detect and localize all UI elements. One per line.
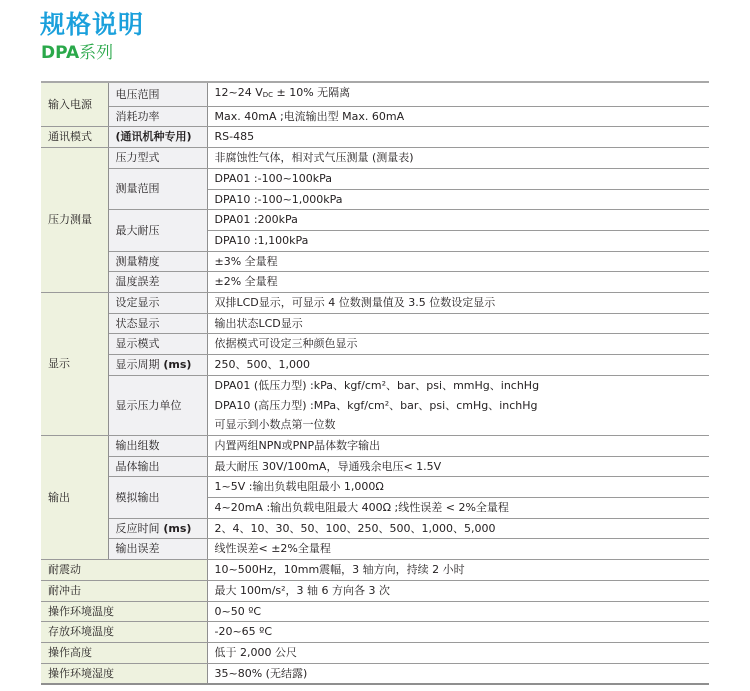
label-altitude: 操作高度: [41, 642, 207, 663]
table-row: [41, 313, 709, 334]
label-comm: (通讯机种专用): [108, 127, 207, 148]
value-vibration: 10~500Hz，10mm震幅，3 轴方向，持续 2 小时: [207, 560, 709, 581]
value-accuracy: ±3% 全量程: [207, 251, 709, 272]
table-row: [41, 375, 709, 435]
response-text: 反应时间: [115, 521, 160, 535]
value-range-dpa10: DPA10 :-100~1,000kPa: [207, 189, 709, 210]
voltage-dc: DC: [262, 91, 274, 99]
table-row: [41, 518, 709, 539]
label-analog: 模拟输出: [108, 477, 207, 518]
page-title: 规格说明: [40, 10, 145, 39]
value-output-groups: 内置两组NPN或PNP晶体数字输出: [207, 435, 709, 456]
response-unit: (ms): [159, 521, 192, 535]
value-storage-temp: -20~65 ºC: [207, 622, 709, 643]
label-display-mode: 显示模式: [108, 334, 207, 355]
value-max-dpa10: DPA10 :1,100kPa: [207, 230, 709, 251]
group-output: 输出: [41, 435, 108, 559]
value-display-units: [207, 375, 709, 435]
table-row: [41, 127, 709, 148]
value-humidity: 35~80% (无结露): [207, 663, 709, 684]
value-voltage: [207, 82, 709, 106]
value-display-mode: 依据模式可设定三种颜色显示: [207, 334, 709, 355]
display-period-unit: (ms): [159, 358, 192, 372]
label-max-pressure: 最大耐压: [108, 210, 207, 251]
table-row: [41, 168, 709, 189]
table-row: [41, 477, 709, 498]
value-comm: RS-485: [207, 127, 709, 148]
value-pressure-type: 非腐蚀性气体，相对式气压测量 (测量表): [207, 148, 709, 169]
group-power: 输入电源: [41, 82, 108, 127]
label-humidity: 操作环境湿度: [41, 663, 207, 684]
voltage-range: 12~24 V: [214, 86, 263, 99]
value-analog-voltage: 1~5V :输出负载电阻最小 1,000Ω: [207, 477, 709, 498]
display-units-dpa01: DPA01 (低压力型) :kPa、kgf/cm²、bar、psi、mmHg、inchHg: [214, 378, 540, 392]
table-row: [41, 82, 709, 106]
label-range: 测量范围: [108, 168, 207, 209]
label-display-units: 显示压力单位: [108, 375, 207, 435]
table-row: [41, 293, 709, 314]
table-row: [41, 251, 709, 272]
table-row: [41, 210, 709, 231]
table-row: [41, 601, 709, 622]
spec-table: [41, 81, 709, 685]
value-operating-temp: 0~50 ºC: [207, 601, 709, 622]
value-max-dpa01: DPA01 :200kPa: [207, 210, 709, 231]
table-row: [41, 642, 709, 663]
label-response: [108, 518, 207, 539]
label-output-groups: 输出组数: [108, 435, 207, 456]
value-range-dpa01: DPA01 :-100~100kPa: [207, 168, 709, 189]
value-consumption: Max. 40mA ;电流输出型 Max. 60mA: [207, 106, 709, 127]
value-altitude: 低于 2,000 公尺: [207, 642, 709, 663]
value-response: 2、4、10、30、50、100、250、500、1,000、5,000: [207, 518, 709, 539]
table-row: [41, 355, 709, 376]
display-units-decimal: 可显示到小数点第一位数: [214, 418, 336, 432]
group-display: 显示: [41, 293, 108, 436]
label-consumption: 消耗功率: [108, 106, 207, 127]
value-analog-current: 4~20mA :输出负载电阻最大 400Ω ;线性误差 < 2%全量程: [207, 498, 709, 519]
label-display-period: [108, 355, 207, 376]
label-output-error: 输出误差: [108, 539, 207, 560]
voltage-tolerance: ± 10% 无隔离: [273, 86, 351, 99]
table-row: [41, 272, 709, 293]
label-temp-error: 温度誤差: [108, 272, 207, 293]
value-setting-display: 双排LCD显示，可显示 4 位数测量值及 3.5 位数设定显示: [207, 293, 709, 314]
series-suffix: 系列: [79, 43, 114, 63]
table-row: [41, 148, 709, 169]
label-pressure-type: 压力型式: [108, 148, 207, 169]
table-row: [41, 580, 709, 601]
label-status-display: 状态显示: [108, 313, 207, 334]
value-output-error: 线性误差< ±2%全量程: [207, 539, 709, 560]
value-temp-error: ±2% 全量程: [207, 272, 709, 293]
table-row: [41, 334, 709, 355]
table-row: [41, 456, 709, 477]
label-shock: 耐冲击: [41, 580, 207, 601]
table-row: [41, 560, 709, 581]
table-row: [41, 622, 709, 643]
label-voltage: 电压范围: [108, 82, 207, 106]
table-row: [41, 106, 709, 127]
group-comm: 通讯模式: [41, 127, 108, 148]
series-name: DPA: [41, 43, 80, 63]
table-row: [41, 539, 709, 560]
value-transistor: 最大耐压 30V/100mA，导通残余电压< 1.5V: [207, 456, 709, 477]
label-operating-temp: 操作环境温度: [41, 601, 207, 622]
label-storage-temp: 存放环境温度: [41, 622, 207, 643]
display-period-text: 显示周期: [115, 358, 160, 372]
value-display-period: 250、500、1,000: [207, 355, 709, 376]
value-status-display: 输出状态LCD显示: [207, 313, 709, 334]
label-setting-display: 设定显示: [108, 293, 207, 314]
series-subtitle: [41, 41, 113, 65]
label-transistor: 晶体输出: [108, 456, 207, 477]
group-pressure: 压力测量: [41, 148, 108, 293]
value-shock: 最大 100m/s²，3 轴 6 方向各 3 次: [207, 580, 709, 601]
display-units-dpa10: DPA10 (高压力型) :MPa、kgf/cm²、bar、psi、cmHg、inchHg: [214, 398, 538, 412]
label-vibration: 耐震动: [41, 560, 207, 581]
label-accuracy: 测量精度: [108, 251, 207, 272]
table-row: [41, 663, 709, 684]
table-row: [41, 435, 709, 456]
